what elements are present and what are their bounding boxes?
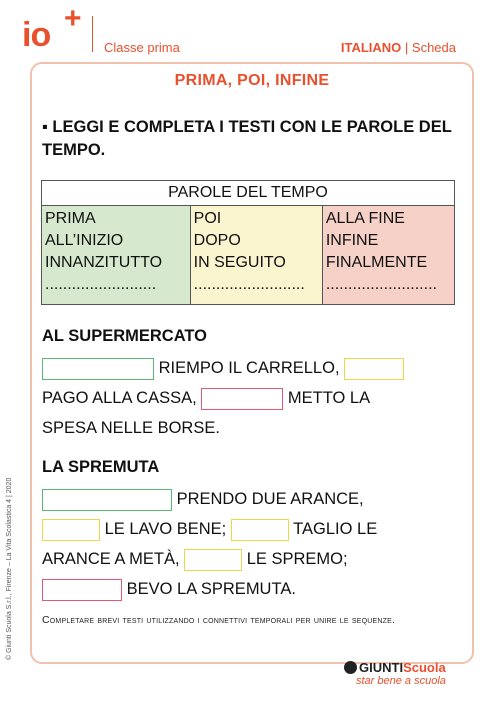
sheet-type: Scheda <box>411 40 456 55</box>
blank-red[interactable] <box>42 579 122 601</box>
section-title-supermarket: AL SUPERMERCATO <box>42 327 208 345</box>
text-line <box>42 514 462 544</box>
text-line <box>42 484 462 514</box>
word: IN SEGUITO <box>193 254 286 271</box>
word: POI <box>193 210 222 227</box>
instruction: ▪ LEGGI E COMPLETA I TESTI CON LE PAROLE DEL TEMPO. <box>42 118 452 159</box>
brand-tagline: star bene a scuola <box>356 675 446 687</box>
word: ALLA FINE <box>325 210 405 227</box>
juice-text <box>42 484 462 604</box>
text-fragment: LE SPREMO; <box>246 550 348 568</box>
copyright-vertical <box>6 460 18 660</box>
text-fragment: TAGLIO LE <box>293 520 378 538</box>
word-blank[interactable]: ......................... <box>45 276 157 293</box>
word: INNANZITUTTO <box>45 254 163 271</box>
column-first <box>42 206 191 305</box>
text-fragment: PAGO ALLA CASSA, <box>42 389 197 407</box>
page-title: PRIMA, POI, INFINE <box>174 72 330 89</box>
copyright-text: © Giunti Scuola S.r.l., Firenze – La Vita Scolastica 4 | 2020 <box>6 477 13 660</box>
brand-name-b: Scuola <box>403 660 446 675</box>
text-line <box>42 413 462 443</box>
word-blank[interactable]: ......................... <box>325 276 437 293</box>
supermarket-text <box>42 353 462 443</box>
section-title-juice: LA SPREMUTA <box>42 458 160 476</box>
word: FINALMENTE <box>325 254 428 271</box>
objective-note: Completare brevi testi utilizzando i connettivi temporali per unire le sequenze. <box>42 614 396 626</box>
column-end <box>322 206 454 305</box>
text-fragment: SPESA NELLE BORSE. <box>42 419 220 437</box>
blank-yellow[interactable] <box>231 519 289 541</box>
text-fragment: RIEMPO IL CARRELLO, <box>158 359 340 377</box>
blank-yellow[interactable] <box>184 549 242 571</box>
word: PRIMA <box>45 210 96 227</box>
text-fragment: PRENDO DUE ARANCE, <box>176 490 364 508</box>
word: DOPO <box>193 232 241 249</box>
time-words-table <box>41 180 455 305</box>
word: INFINE <box>325 232 379 249</box>
subject-label <box>341 40 456 55</box>
brand-name <box>344 660 464 675</box>
class-label: Classe prima <box>104 40 180 55</box>
word-blank[interactable]: ......................... <box>193 276 305 293</box>
text-line <box>42 383 462 413</box>
text-fragment: METTO LA <box>287 389 371 407</box>
text-line <box>42 544 462 574</box>
text-line <box>42 574 462 604</box>
giunti-scuola-logo <box>344 660 464 694</box>
text-fragment: BEVO LA SPREMUTA. <box>126 580 296 598</box>
blank-green[interactable] <box>42 489 172 511</box>
text-line <box>42 353 462 383</box>
logo-text: io <box>22 16 51 54</box>
subject-separator: | <box>401 40 412 55</box>
giunti-g-icon <box>344 661 357 674</box>
blank-yellow[interactable] <box>42 519 100 541</box>
brand-name-a: GIUNTI <box>359 660 404 675</box>
time-words-header: PAROLE DEL TEMPO <box>42 181 455 206</box>
blank-green[interactable] <box>42 358 154 380</box>
subject-name: ITALIANO <box>340 40 402 55</box>
column-then <box>190 206 322 305</box>
io-plus-logo <box>22 2 81 56</box>
header-divider <box>92 16 93 52</box>
text-fragment: ARANCE A METÀ, <box>42 550 180 568</box>
word: ALL’INIZIO <box>45 232 124 249</box>
blank-red[interactable] <box>201 388 283 410</box>
blank-yellow[interactable] <box>344 358 404 380</box>
logo-plus: + <box>64 2 81 35</box>
text-fragment: LE LAVO BENE; <box>104 520 227 538</box>
